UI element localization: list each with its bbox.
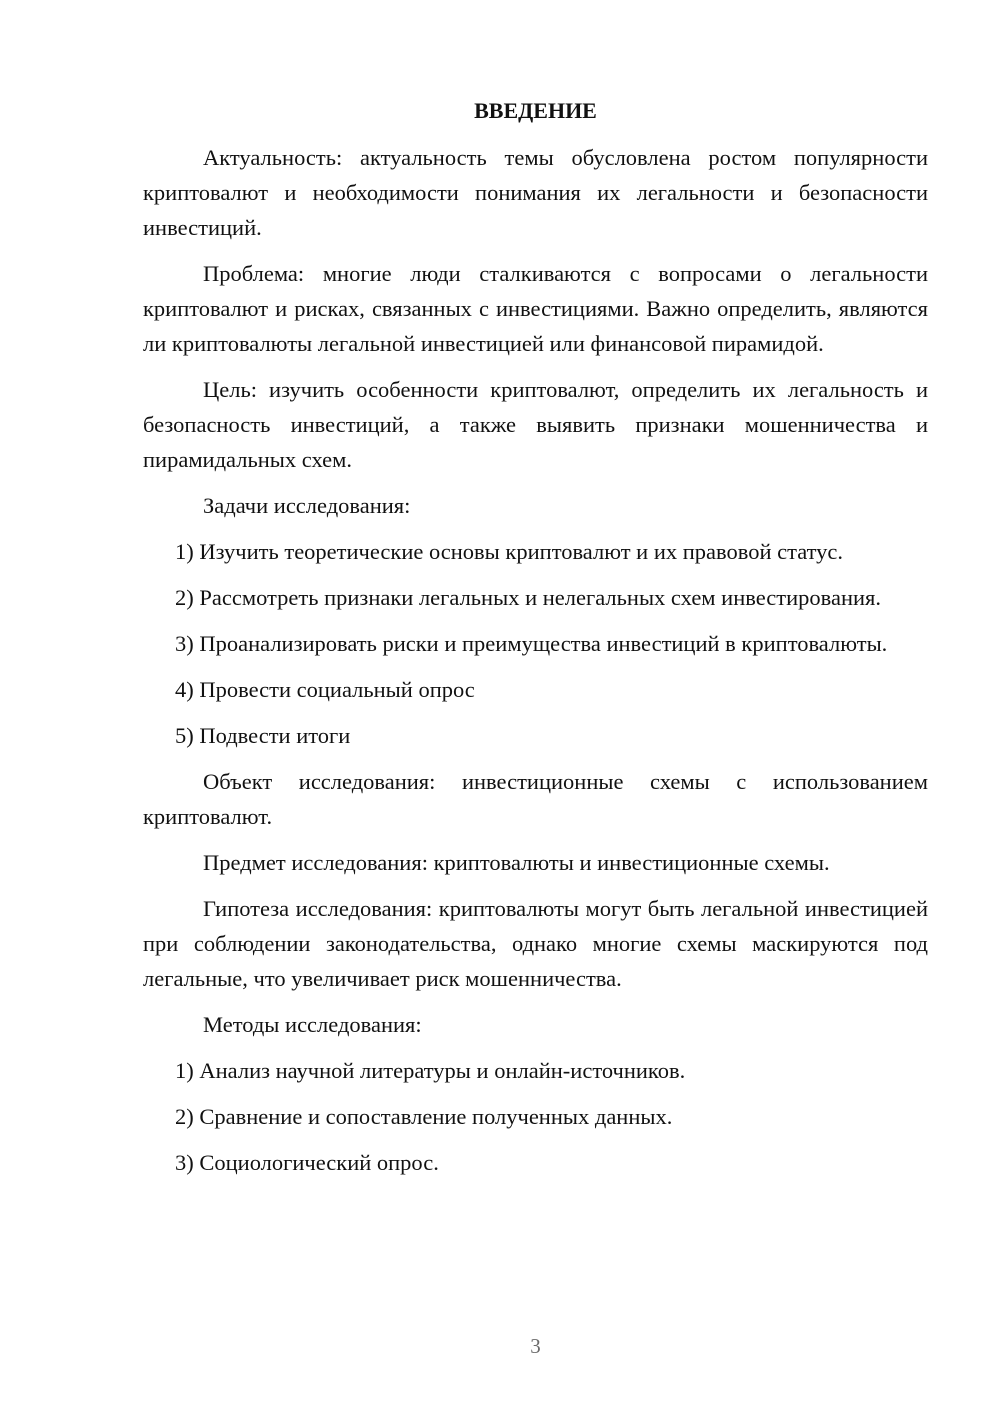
task-item-3: 3) Проанализировать риски и преимущества инвестиций в криптовалюты. <box>175 631 888 656</box>
task-item-2: 2) Рассмотреть признаки легальных и нелегальных схем инвестирования. <box>175 585 882 610</box>
method-item-1: 1) Анализ научной литературы и онлайн-источников. <box>175 1058 686 1083</box>
paragraph-methods-heading: Методы исследования: <box>203 1012 422 1037</box>
document-title: ВВЕДЕНИЕ <box>474 98 597 123</box>
paragraph-object: Объект исследования: инвестиционные схемы с использованием криптовалют. <box>143 769 928 829</box>
paragraph-problem: Проблема: многие люди сталкиваются с вопросами о легальности криптовалют и рисках, связанных с инвестициями. Важно определить, являются ли криптовалюты легальной инвестицией или финансовой пирамидой. <box>143 261 928 356</box>
paragraph-goal: Цель: изучить особенности криптовалют, определить их легальность и безопасность инвестиций, а также выявить признаки мошенничества и пирамидальных схем. <box>143 377 928 472</box>
task-item-4: 4) Провести социальный опрос <box>175 677 475 702</box>
method-item-3: 3) Социологический опрос. <box>175 1150 439 1175</box>
document-body <box>143 140 928 1191</box>
method-item-2: 2) Сравнение и сопоставление полученных данных. <box>175 1104 673 1129</box>
task-item-1: 1) Изучить теоретические основы криптовалют и их правовой статус. <box>175 539 844 564</box>
paragraph-subject: Предмет исследования: криптовалюты и инвестиционные схемы. <box>203 850 830 875</box>
paragraph-relevance: Актуальность: актуальность темы обусловлена ростом популярности криптовалют и необходимости понимания их легальности и безопасности инвестиций. <box>143 145 928 240</box>
task-item-5: 5) Подвести итоги <box>175 723 351 748</box>
page-number: 3 <box>530 1334 541 1358</box>
paragraph-hypothesis: Гипотеза исследования: криптовалюты могут быть легальной инвестицией при соблюдении законодательства, однако многие схемы маскируются под легальные, что увеличивает риск мошенничества. <box>143 896 928 991</box>
paragraph-tasks-heading: Задачи исследования: <box>203 493 411 518</box>
